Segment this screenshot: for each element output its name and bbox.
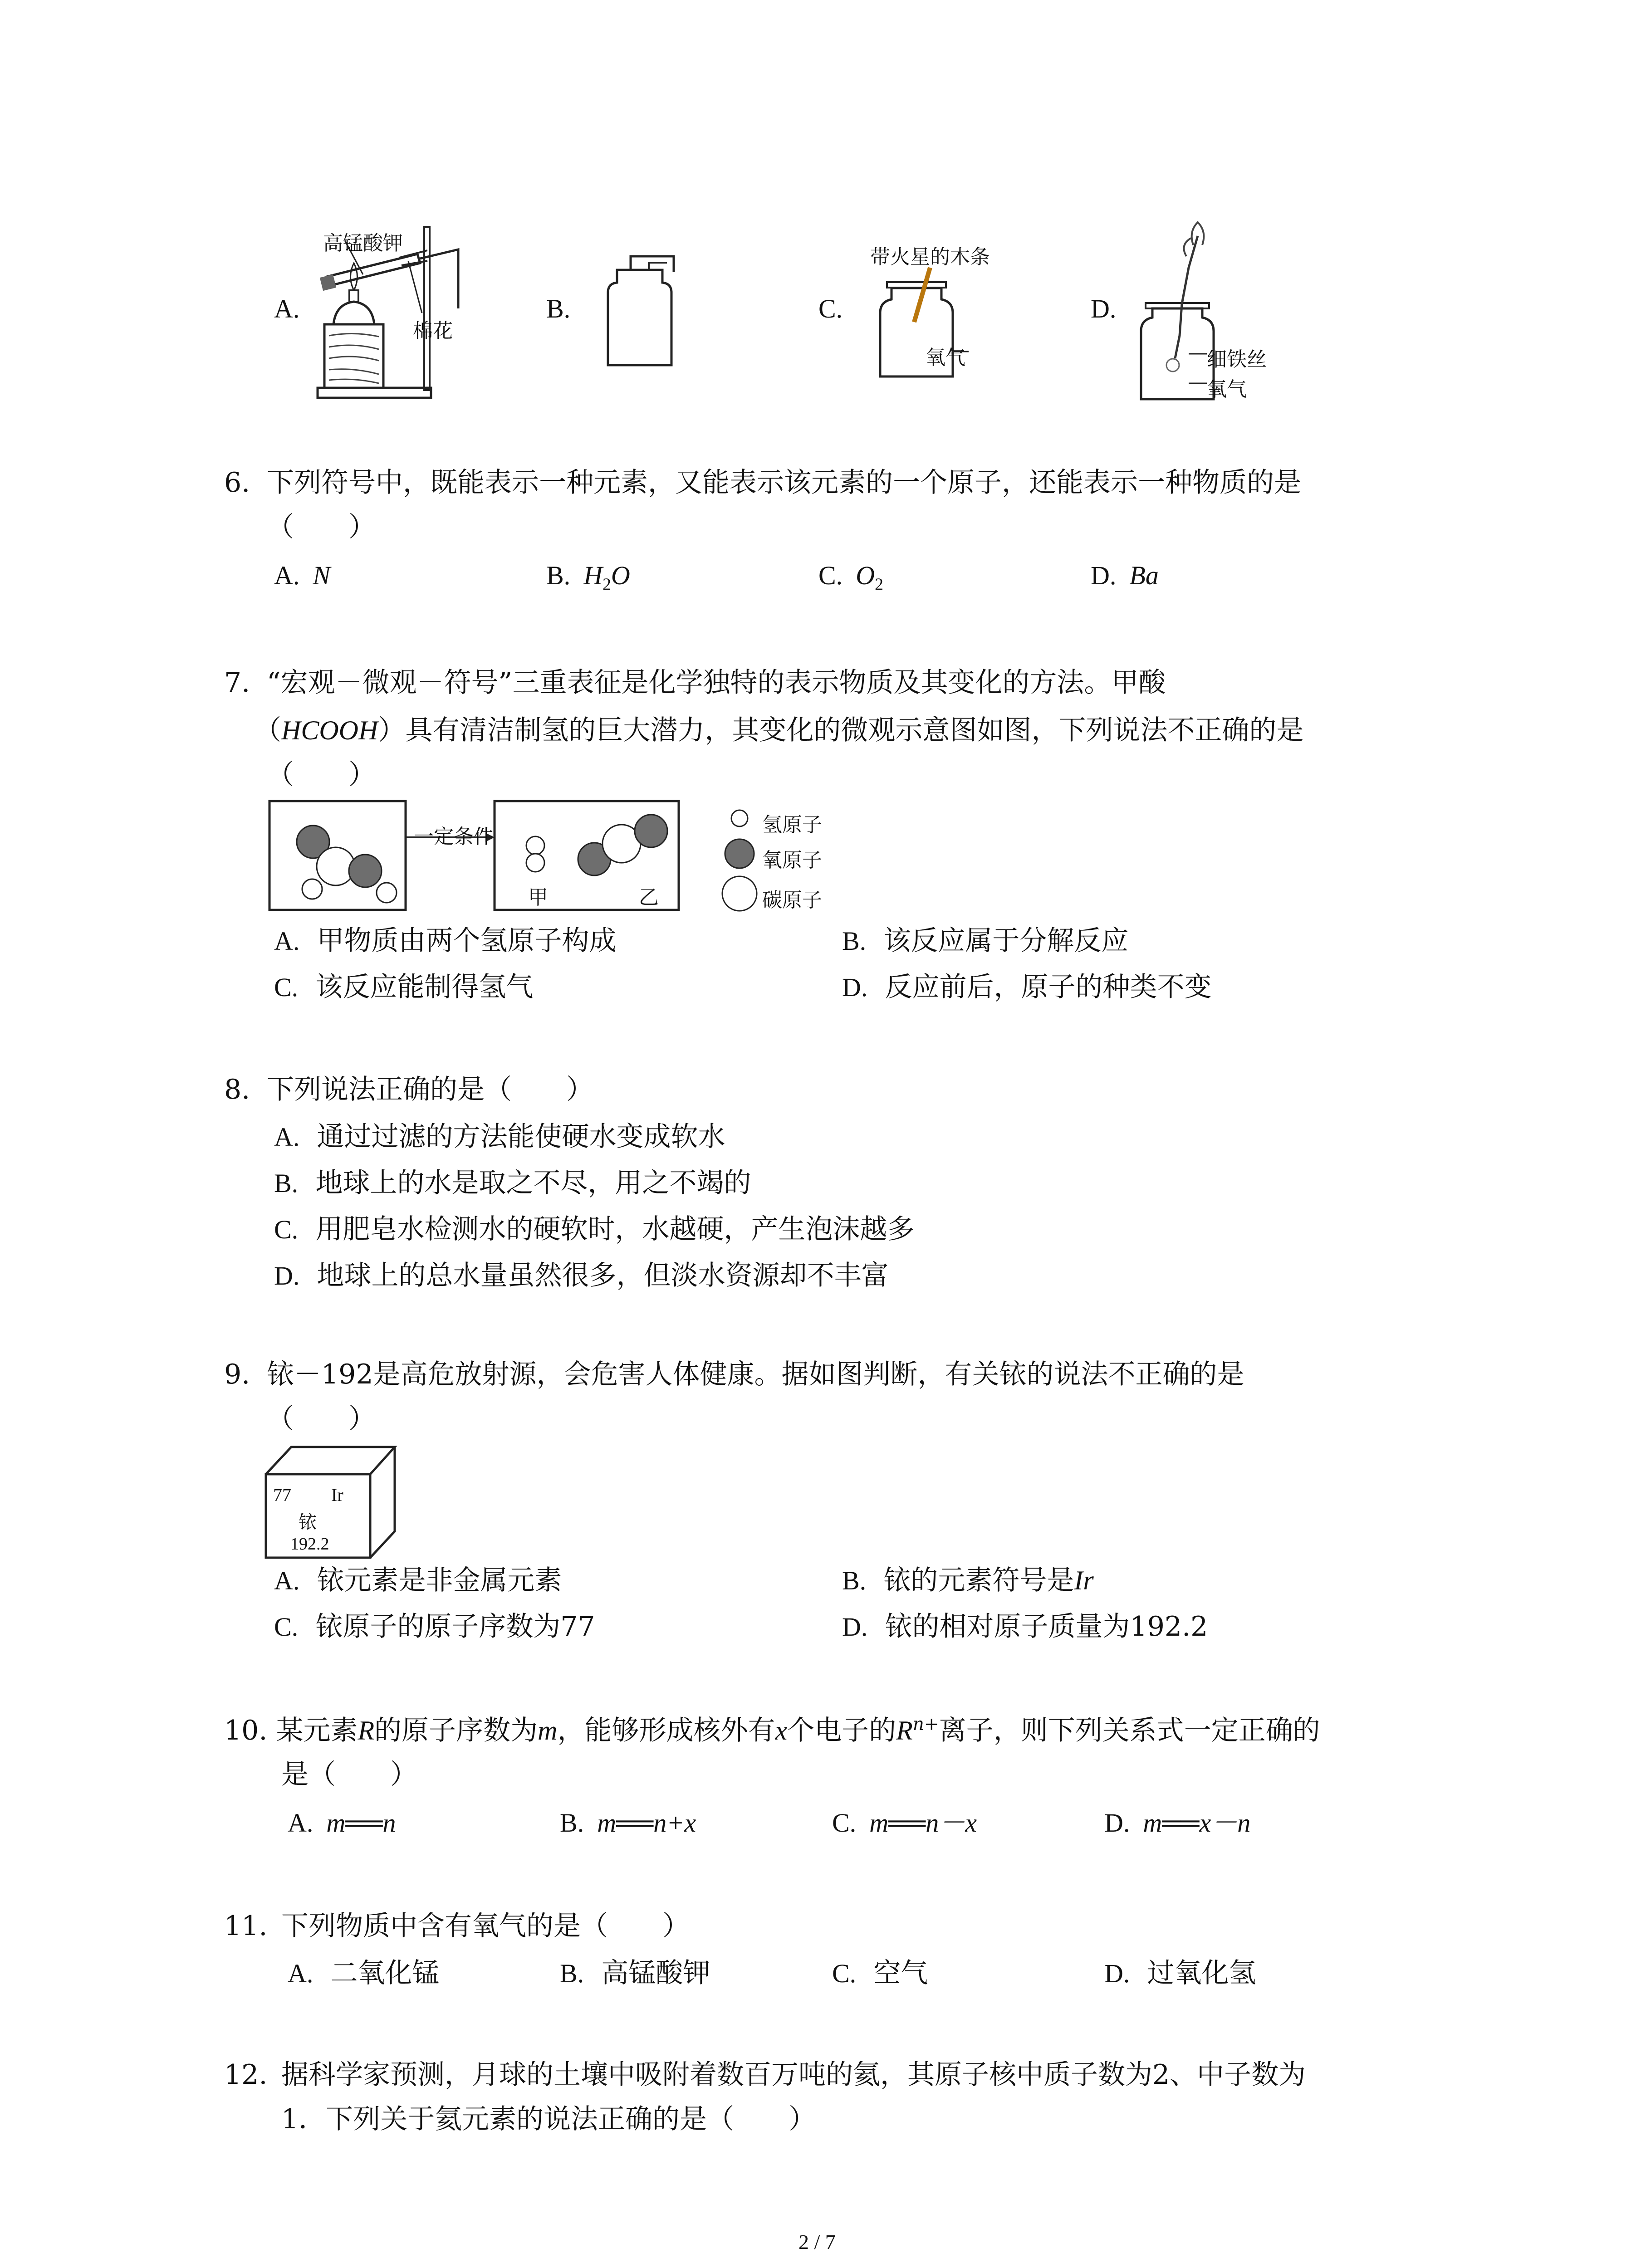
element-number: 77 — [273, 1485, 291, 1505]
q7-line1: “宏观－微观－符号”三重表征是化学独特的表示物质及其变化的方法。甲酸 — [267, 667, 1166, 699]
q9-option-c[interactable]: C. 铱原子的原子序数为77 — [274, 1611, 595, 1642]
element-symbol: Ir — [331, 1485, 343, 1505]
q5-label-splint: 带火星的木条 — [870, 245, 990, 269]
q7-arrow-label: 一定条件 — [414, 825, 494, 848]
hydrogen-atom-icon — [377, 883, 397, 903]
q8-number: 8. — [224, 1074, 250, 1105]
q5-label-oxygen-d: 氧气 — [1207, 378, 1247, 401]
q8-option-a[interactable]: A. 通过过滤的方法能使硬水变成软水 — [274, 1121, 725, 1153]
q11-stem: 下列物质中含有氧气的是（ ） — [281, 1910, 690, 1942]
hydrogen-atom-icon — [526, 854, 544, 872]
element-name: 铱 — [299, 1512, 317, 1533]
q9-stem: 铱－192是高危放射源，会危害人体健康。据如图判断，有关铱的说法不正确的是 — [267, 1359, 1244, 1390]
q9-paren: （ ） — [267, 1403, 376, 1435]
legend-hydrogen-icon — [731, 810, 748, 826]
q7-option-c[interactable]: C. 该反应能制得氢气 — [274, 971, 534, 1003]
iridium-element-card — [263, 1442, 399, 1560]
q6-option-d[interactable]: D. Ba — [1091, 561, 1159, 590]
q5-label-cotton: 棉花 — [413, 319, 453, 342]
q6-number: 6. — [224, 467, 250, 499]
q5-label-kmno4: 高锰酸钾 — [323, 232, 403, 255]
q10-option-b[interactable]: B. m══n+x — [560, 1808, 696, 1838]
legend-oxygen-icon — [725, 839, 754, 868]
q7-option-a[interactable]: A. 甲物质由两个氢原子构成 — [274, 925, 617, 957]
q10-option-c[interactable]: C. m══n－x — [832, 1808, 977, 1838]
q12-number: 12. — [224, 2059, 268, 2091]
oxygen-atom-icon — [349, 855, 382, 887]
q9-number: 9. — [224, 1359, 250, 1390]
q7-number: 7. — [224, 667, 250, 699]
element-mass: 192.2 — [290, 1535, 329, 1554]
legend-carbon-icon — [722, 876, 757, 911]
q9-option-a[interactable]: A. 铱元素是非金属元素 — [274, 1564, 562, 1596]
q11-option-b[interactable]: B. 高锰酸钾 — [560, 1957, 710, 1989]
q11-option-a[interactable]: A. 二氧化锰 — [288, 1957, 440, 1989]
q10-line2: 是（ ） — [281, 1759, 417, 1790]
q5-option-c-letter: C. — [818, 294, 843, 323]
q11-option-d[interactable]: D. 过氧化氢 — [1104, 1957, 1256, 1989]
q7-line2: （HCOOH）具有清洁制氢的巨大潜力，其变化的微观示意图如图，下列说法不正确的是 — [254, 714, 1304, 746]
q6-option-b[interactable]: B. $H_2O$ — [546, 561, 630, 594]
q7-option-d[interactable]: D. 反应前后，原子的种类不变 — [842, 971, 1212, 1003]
q10-option-d[interactable]: D. m══x－n — [1104, 1808, 1251, 1838]
q7-option-b[interactable]: B. 该反应属于分解反应 — [842, 925, 1129, 957]
q7-product-yi: 乙 — [639, 886, 659, 909]
q8-option-b[interactable]: B. 地球上的水是取之不尽，用之不竭的 — [274, 1167, 751, 1199]
q7-product-jia: 甲 — [528, 886, 548, 909]
hydrogen-atom-icon — [526, 836, 544, 855]
q7-paren: （ ） — [267, 759, 376, 791]
q8-option-c[interactable]: C. 用肥皂水检测水的硬软时，水越硬，产生泡沫越多 — [274, 1213, 915, 1245]
q8-option-d[interactable]: D. 地球上的总水量虽然很多，但淡水资源却不丰富 — [274, 1260, 889, 1291]
q5-option-b-letter: B. — [546, 294, 571, 323]
q10-line1: 10. 某元素R的原子序数为m，能够形成核外有x个电子的$R^{n+}$离子，则下列关系式一定正确的 — [224, 1714, 1320, 1746]
q7-legend-carbon: 碳原子 — [762, 889, 822, 912]
oxygen-atom-icon — [635, 815, 667, 847]
q6-paren: （ ） — [267, 511, 376, 543]
q5-label-oxygen-c: 氧气 — [926, 346, 965, 369]
q7-legend-oxygen: 氧原子 — [762, 849, 822, 872]
q11-option-c[interactable]: C. 空气 — [832, 1957, 928, 1989]
q6-option-a[interactable]: A. N — [274, 561, 331, 590]
q6-stem: 下列符号中，既能表示一种元素，又能表示该元素的一个原子，还能表示一种物质的是 — [267, 467, 1301, 499]
q11-number: 11. — [224, 1910, 268, 1942]
gas-collecting-bottle-icon — [599, 252, 681, 370]
q12-line1: 据科学家预测，月球的土壤中吸附着数百万吨的氦，其原子核中质子数为2、中子数为 — [281, 2059, 1306, 2091]
q9-option-b[interactable]: B. 铱的元素符号是Ir — [842, 1564, 1094, 1596]
q5-option-d-letter: D. — [1091, 294, 1117, 323]
q8-stem: 下列说法正确的是（ ） — [267, 1074, 593, 1105]
q5-option-a-letter: A. — [274, 294, 300, 323]
q10-option-a[interactable]: A. m══n — [288, 1808, 396, 1838]
q6-option-c[interactable]: C. $O_2$ — [818, 561, 883, 594]
hydrogen-atom-icon — [302, 879, 322, 899]
q7-legend-hydrogen: 氢原子 — [762, 813, 822, 836]
q9-option-d[interactable]: D. 铱的相对原子质量为192.2 — [842, 1611, 1208, 1642]
q5-label-iron-wire: 细铁丝 — [1207, 348, 1267, 371]
page-number: 2 / 7 — [798, 2230, 836, 2253]
hcooh-reaction-diagram — [268, 798, 835, 916]
q12-line2: 1．下列关于氦元素的说法正确的是（ ） — [281, 2103, 816, 2135]
